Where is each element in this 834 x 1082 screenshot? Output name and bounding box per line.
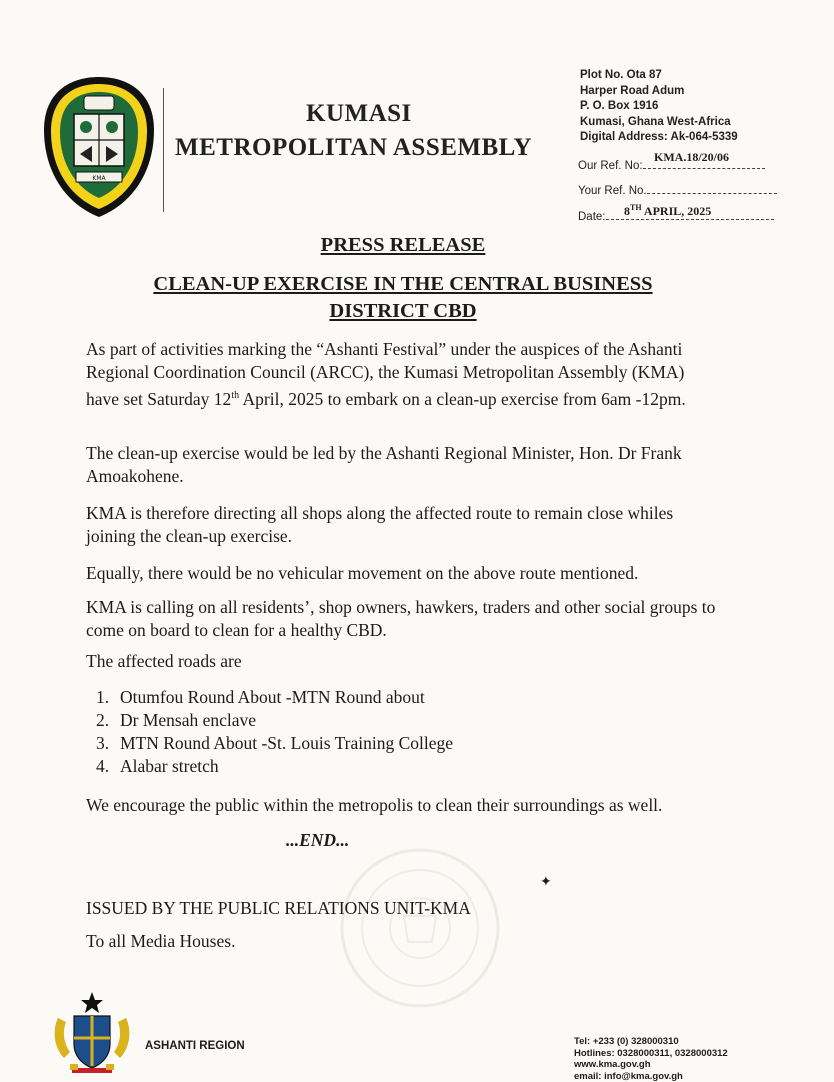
list-number: 3. bbox=[96, 732, 120, 755]
org-name-line2: METROPOLITAN ASSEMBLY bbox=[175, 134, 532, 162]
address-line: Digital Address: Ak-064-5339 bbox=[580, 130, 738, 146]
paragraph-roads-intro: The affected roads are bbox=[86, 650, 716, 673]
date-label: Date: bbox=[578, 211, 606, 223]
address-line: P. O. Box 1916 bbox=[580, 99, 738, 115]
list-number: 4. bbox=[96, 755, 120, 778]
road-name: Dr Mensah enclave bbox=[120, 710, 256, 730]
contact-block bbox=[574, 1036, 728, 1082]
coat-of-arms-icon bbox=[44, 988, 140, 1076]
road-name: Otumfou Round About -MTN Round about bbox=[120, 687, 425, 707]
paragraph-leader: The clean-up exercise would be led by the Ashanti Regional Minister, Hon. Dr Frank Amoakohene. bbox=[86, 442, 716, 488]
header-divider bbox=[163, 88, 164, 212]
paragraph-text: April, 2025 to embark on a clean-up exercise from 6am -12pm. bbox=[239, 389, 686, 409]
address-line: Kumasi, Ghana West-Africa bbox=[580, 115, 738, 131]
list-number: 1. bbox=[96, 686, 120, 709]
address-line: Plot No. Ota 87 bbox=[580, 68, 738, 84]
list-number: 2. bbox=[96, 709, 120, 732]
date-value bbox=[624, 203, 711, 219]
paragraph-call: KMA is calling on all residents’, shop owners, hawkers, traders and other social groups to come on board to clean for a healthy CBD. bbox=[86, 596, 716, 642]
your-ref-line bbox=[578, 185, 777, 197]
contact-website: www.kma.gov.gh bbox=[574, 1059, 728, 1071]
press-release-label: PRESS RELEASE bbox=[0, 234, 806, 257]
list-item bbox=[96, 755, 453, 778]
ordinal-suffix: th bbox=[231, 390, 239, 401]
date-rest: APRIL, 2025 bbox=[642, 204, 712, 218]
addressee: To all Media Houses. bbox=[86, 931, 235, 952]
issued-by: ISSUED BY THE PUBLIC RELATIONS UNIT-KMA bbox=[86, 898, 471, 919]
dotted-rule bbox=[647, 193, 777, 194]
contact-email: email: info@kma.gov.gh bbox=[574, 1071, 728, 1082]
paragraph-shops: KMA is therefore directing all shops along the affected route to remain close whiles joining the clean-up exercise. bbox=[86, 502, 716, 548]
road-name: MTN Round About -St. Louis Training College bbox=[120, 733, 453, 753]
ink-mark: ✦ bbox=[540, 874, 552, 891]
our-ref-label: Our Ref. No: bbox=[578, 160, 643, 172]
paragraph-intro bbox=[86, 338, 716, 411]
date-suffix: TH bbox=[630, 203, 642, 212]
list-item bbox=[96, 686, 453, 709]
paragraph-encourage: We encourage the public within the metropolis to clean their surroundings as well. bbox=[86, 794, 736, 817]
contact-hotlines: Hotlines: 0328000311, 0328000312 bbox=[574, 1048, 728, 1060]
affected-roads-list bbox=[96, 686, 453, 778]
end-marker: ...END... bbox=[286, 830, 349, 851]
paragraph-text: As part of activities marking the “Ashanti Festival” under the auspices of the Ashanti Regional Coordination Council (ARCC), the Kumasi Metropolitan Assembly (KMA) have set Saturday 12 bbox=[86, 339, 684, 409]
list-item bbox=[96, 709, 453, 732]
list-item bbox=[96, 732, 453, 755]
dotted-rule bbox=[606, 219, 774, 220]
kma-logo bbox=[40, 74, 158, 220]
address-block bbox=[580, 68, 738, 146]
road-name: Alabar stretch bbox=[120, 756, 219, 776]
dotted-rule bbox=[643, 168, 765, 169]
headline-line1: CLEAN-UP EXERCISE IN THE CENTRAL BUSINESS bbox=[0, 273, 806, 296]
our-ref-value: KMA.18/20/06 bbox=[654, 150, 729, 165]
address-line: Harper Road Adum bbox=[580, 84, 738, 100]
date-day: 8 bbox=[624, 204, 630, 218]
svg-text:KMA: KMA bbox=[92, 175, 106, 182]
headline-line2: DISTRICT CBD bbox=[0, 300, 806, 323]
region-label: ASHANTI REGION bbox=[145, 1040, 245, 1052]
org-name-line1: KUMASI bbox=[306, 100, 412, 128]
paragraph-traffic: Equally, there would be no vehicular movement on the above route mentioned. bbox=[86, 562, 716, 585]
contact-phone: Tel: +233 (0) 328000310 bbox=[574, 1036, 728, 1048]
your-ref-label: Your Ref. No. bbox=[578, 185, 647, 197]
embossed-seal bbox=[338, 846, 502, 1010]
